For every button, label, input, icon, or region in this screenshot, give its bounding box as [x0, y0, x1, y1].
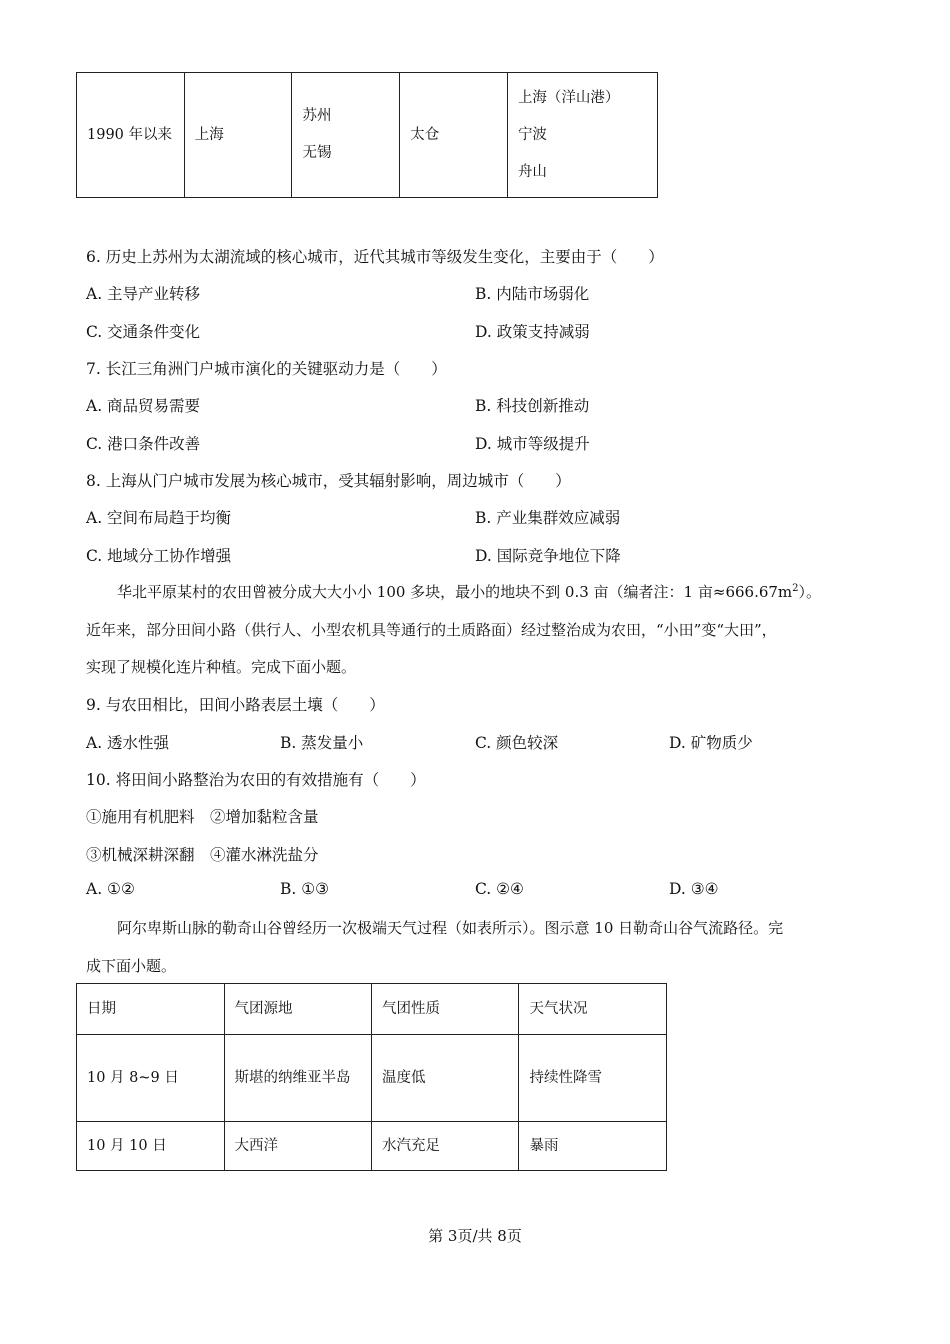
table-cell: 水汽充足	[372, 1122, 519, 1171]
table-cell: 斯堪的纳维亚半岛	[224, 1035, 371, 1122]
passage-2-line-2: 近年来，部分田间小路（供行人、小型农机具等通行的土质路面）经过整治成为农田，“小田”变“大田”，	[86, 621, 777, 639]
question-10-statements-2: ③机械深耕深翻 ④灌水淋洗盐分	[86, 846, 319, 864]
table-cell: 暴雨	[519, 1122, 667, 1171]
question-10-option-b: B. ①③	[280, 880, 330, 898]
question-9-option-d: D. 矿物质少	[669, 734, 753, 752]
table-cell: 苏州 无锡	[292, 73, 400, 198]
question-7-option-a: A. 商品贸易需要	[86, 397, 201, 415]
question-8-option-a: A. 空间布局趋于均衡	[86, 509, 232, 527]
question-8-option-c: C. 地域分工协作增强	[86, 547, 232, 565]
question-6-option-a: A. 主导产业转移	[86, 285, 201, 303]
question-6-option-d: D. 政策支持减弱	[475, 323, 590, 341]
question-6-option-b: B. 内陆市场弱化	[475, 285, 590, 303]
table-cell: 上海	[184, 73, 292, 198]
question-10-option-c: C. ②④	[475, 880, 524, 898]
question-8-stem: 8. 上海从门户城市发展为核心城市，受其辐射影响，周边城市（ ）	[86, 472, 571, 490]
question-7-option-b: B. 科技创新推动	[475, 397, 590, 415]
table-row	[77, 1035, 667, 1122]
table-cell: 大西洋	[224, 1122, 371, 1171]
passage-3-line-1: 阿尔卑斯山脉的勒奇山谷曾经历一次极端天气过程（如表所示）。图示意 10 日勒奇山谷气流路径。完	[117, 919, 784, 937]
question-6-option-c: C. 交通条件变化	[86, 323, 201, 341]
table-cell: 1990 年以来	[77, 73, 185, 198]
passage-2-line-3: 实现了规模化连片种植。完成下面小题。	[86, 658, 357, 676]
question-9-option-c: C. 颜色较深	[475, 734, 559, 752]
question-10-statements-1: ①施用有机肥料 ②增加黏粒含量	[86, 808, 319, 826]
table-cell: 10 月 10 日	[77, 1122, 225, 1171]
question-10-stem: 10. 将田间小路整治为农田的有效措施有（ ）	[86, 771, 426, 789]
question-9-option-b: B. 蒸发量小	[280, 734, 364, 752]
table-row	[77, 73, 658, 198]
table-row	[77, 1122, 667, 1171]
question-7-option-d: D. 城市等级提升	[475, 435, 590, 453]
question-7-stem: 7. 长江三角洲门户城市演化的关键驱动力是（ ）	[86, 360, 447, 378]
passage-2-line-1: 华北平原某村的农田曾被分成大大小小 100 多块，最小的地块不到 0.3 亩（编者注：1 亩$\approx 666.67m^2$）。	[117, 583, 822, 601]
table-cell: 持续性降雪	[519, 1035, 667, 1122]
page-footer: 第 3页/共 8页	[428, 1227, 522, 1245]
question-7-option-c: C. 港口条件改善	[86, 435, 201, 453]
question-10-option-d: D. ③④	[669, 880, 719, 898]
top-table	[76, 72, 658, 198]
table-header-cell: 气团性质	[372, 984, 519, 1035]
question-8-option-d: D. 国际竞争地位下降	[475, 547, 621, 565]
question-6-stem: 6. 历史上苏州为太湖流域的核心城市，近代其城市等级发生变化，主要由于（ ）	[86, 248, 664, 266]
question-9-stem: 9. 与农田相比，田间小路表层土壤（ ）	[86, 696, 385, 714]
weather-table	[76, 983, 667, 1171]
table-header-cell: 气团源地	[224, 984, 371, 1035]
table-cell: 10 月 8~9 日	[77, 1035, 225, 1122]
question-10-option-a: A. ①②	[86, 880, 135, 898]
table-header-cell: 天气状况	[519, 984, 667, 1035]
passage-3-line-2: 成下面小题。	[86, 957, 177, 975]
table-cell: 上海（洋山港） 宁波 舟山	[507, 73, 657, 198]
table-cell: 太仓	[400, 73, 508, 198]
table-cell: 温度低	[372, 1035, 519, 1122]
question-9-option-a: A. 透水性强	[86, 734, 170, 752]
question-8-option-b: B. 产业集群效应减弱	[475, 509, 621, 527]
table-header-row	[77, 984, 667, 1035]
table-header-cell: 日期	[77, 984, 225, 1035]
